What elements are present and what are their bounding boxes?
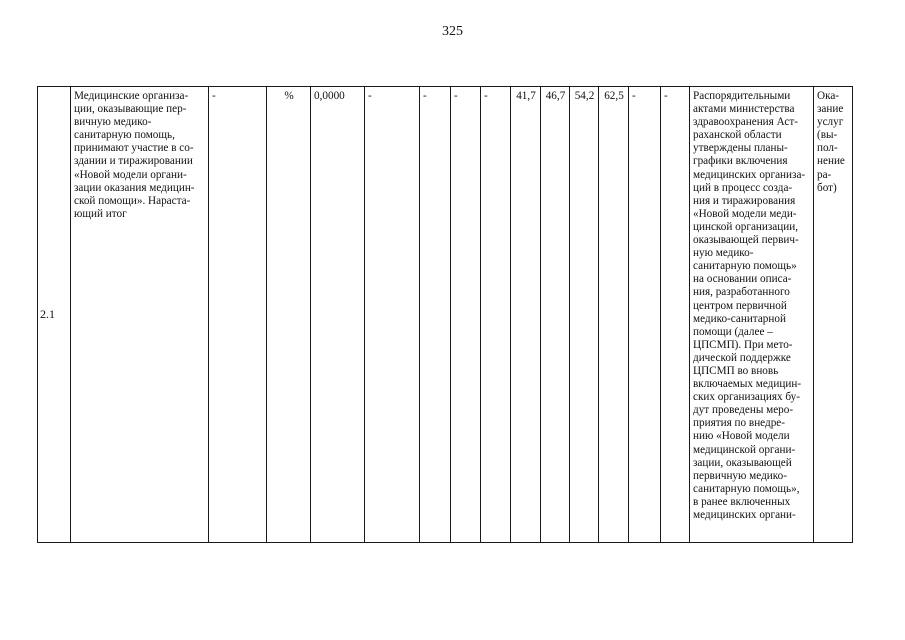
page-number: 325 (442, 24, 463, 39)
cell-col-8: - (451, 87, 481, 543)
base-value-cell: 0,0000 (311, 87, 365, 543)
value-cell-4: 62,5 (599, 87, 629, 543)
description-cell: Распорядительными актами министерства здравоохранения Аст- раханской области утверждены планы- графики включения медицинских организа- ций в процесс созда- ния и тиражирования «Новой модели меди- цинской организации, оказывающей первич- ную медико- санитарную помощь» на основании описа- ния, разработанного центром первичной медико-санитарной помощи (далее – ЦПСМП). При мето- дической поддержке ЦПСМП во вновь включаемых медицин- ских организациях бу- дут проведены меро- приятия по внедре- нию «Новой модели медицинской органи- зации, оказывающей первичную медико- санитарную помощь», в ранее включенных медицинских органи- (690, 87, 814, 543)
table-row (38, 87, 853, 543)
unit-cell: % (267, 87, 311, 543)
value-cell-1: 41,7 (511, 87, 541, 543)
cell-col-3: - (209, 87, 267, 543)
value-cell-3: 54,2 (570, 87, 599, 543)
row-number-cell: 2.1 (38, 87, 71, 543)
indicator-table (37, 86, 853, 543)
cell-col-9: - (481, 87, 511, 543)
cell-col-15: - (661, 87, 690, 543)
cell-col-7: - (420, 87, 451, 543)
indicator-name-cell: Медицинские организа- ции, оказывающие пер- вичную медико- санитарную помощь, принимают участие в со- здании и тиражировании «Новой модели органи- зации оказания медицин- ской помощи». Нараста- ющий итог (71, 87, 209, 543)
result-type-cell: Ока- зание услуг (вы- пол- нение ра- бот) (814, 87, 853, 543)
value-cell-2: 46,7 (541, 87, 570, 543)
cell-col-14: - (629, 87, 661, 543)
cell-col-6: - (365, 87, 420, 543)
